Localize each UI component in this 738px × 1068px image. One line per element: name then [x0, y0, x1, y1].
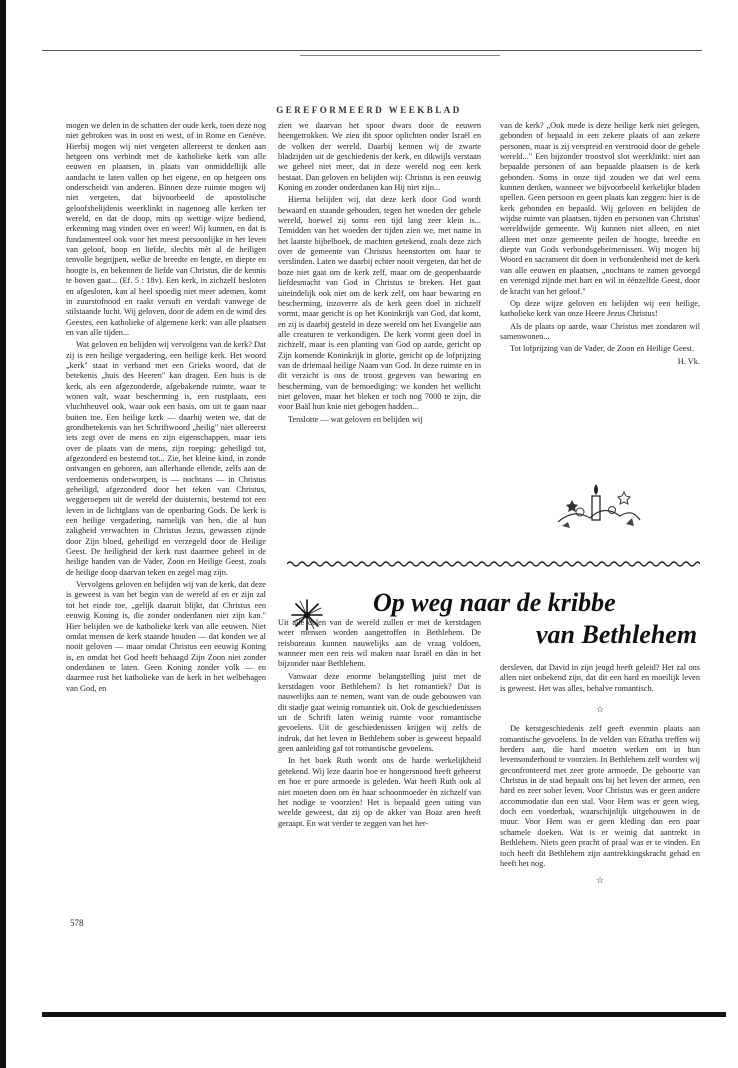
top-rule [42, 50, 702, 51]
signature-line [500, 357, 700, 367]
paragraph: Hierna belijden wij, dat deze kerk door God wordt bewaard en staande gehouden, tegen het woeden der gehele wereld, hoewel zij soms een tijd lang zeer klein is... Temidden van het woeden der tijden zien we, met name in het laatste bijbelboek, de machten getekend, zoals deze zich over de gemeente van Christus heenstorten om haar te verslinden. Laten we daarbij echter nooit vergeten, dat het de boze niet gaat om de kerk zelf, maar om de geopenbaarde liefdesmacht van God in Christus te breken. Het gaat uiteindelijk ook niet om de kerk zelf, om haar bewaring en bescherming, inzoverre als de kerk geen doel in zichzelf vormt, maar gericht is op het Koninkrijk van God, dat komt, en zij is daarbij gesteld in deze wereld om het Evangelie aan alle creaturen te verkondigen. De kerk vormt geen doel in zichzelf, maar is een planting van God op aarde, gericht op Zijn komende Koninkrijk in glorie, gericht op de lofprijzing van de driemaal heilige Naam van God. In deze ruimte en in dit verzicht is ons de troost gegeven van bewaring en bescherming, van de bemoediging: we konden het wellicht niet geloven, maar het bleken er toch nog 7000 te zijn, die voor Baäl hun knie niet gebogen hadden... [278, 195, 481, 412]
star-separator-icon: ☆ [595, 875, 605, 886]
top-rule-secondary [300, 55, 500, 56]
wavy-divider [287, 560, 700, 568]
bottom-rule [42, 1012, 726, 1017]
paragraph: Wat geloven en belijden wij vervolgens van de kerk? Dat zij is een heilige vergadering, een heilige kerk. Het woord „kerk" staat in verband met een Grieks woord, dat de betekenis „huis des Heeren" kan dragen. Een huis is de kerk, als een afgezonderde, afgebakende ruimte, waar te wonen valt, waar bescherming is, een rustplaats, een vluchtheuvel ook, waar ook een basis, om uit te gaan naar buiten toe. Een heilige kerk — daarbij weten we, dat de grondbetekenis van het Schriftwoord „heilig" niet allereerst iets zegt over de mens en zijn eigenschappen, maar iets over de plaats van de mens, zijn roeping: geheiligd tot, afgezonderd en bestemd tot... Zie, het kleine kind, in zonde ontvangen en geboren, aan allerhande ellende, zelfs aan de verdoemenis onderworpen, is — nochtans — in Christus geheiligd, afgezonderd door het teken van Christus, weggeroepen uit de wereld der duisternis, bestemd tot een leven in de lichtglans van de openbaring Gods. De kerk is een heilige vergadering, namelijk van hen, die al hun zaligheid verwachten in Christus Jezus, gewassen zijnde door Zijn bloed, geheiligd en verzegeld door de Heilige Geest. De heiligheid der kerk rust daarmee geheel in de heilige handen van de Vader, Zoon en Heilige Geest, zoals de heilige doop daarvan teken en zegel mag zijn. [66, 340, 266, 577]
closing-line [500, 344, 700, 354]
paragraph: Vervolgens geloven en belijden wij van de kerk, dat deze is geweest is van het begin van de wereld af en er zijn zal tot het einde toe, „gelijk daaruit blijkt, dat Christus een eeuwig Koning is, die zonder onderdanen niet zijn kan." Hier belijden we de katholieke kerk van alle eeuwen. Niet omdat mensen de kerk staande houden — dat konden we al nooit geloven — maar omdat Christus een eeuwig Koning is, en omdat het God heeft behaagd Zijn Zoon niet zonder onderdanen te laten. Geen Koning zonder volk — en daarmee rust het katholieke van de kerk in het welbehagen van God, en [66, 580, 266, 693]
column-5 [500, 663, 700, 903]
article-title-line-1: Op weg naar de kribbe [373, 588, 616, 617]
column-1 [66, 121, 266, 916]
paragraph: zien we daarvan het spoor dwars door de eeuwen heengetrokken. We zien dit spoor oplichten onder Israël en de volken der wereld. Daarbij kennen wij de zwarte bladzijden uit de geschiedenis der kerk, en dikwijls verstaan we geheel niet meer, dat in deze wereld nog een kerk bestaat. Dan geloven en belijden wij: Christus is een eeuwig Koning en zonder onderdanen kan Hij niet zijn... [278, 121, 481, 193]
paragraph: van de kerk? „Ook mede is deze heilige kerk niet gelegen, gebonden of bepaald in een zekere plaats of aan zekere personen, maar is zij verspreid en verstrooid door de gehele wereld..." Een bijzonder troostvol slot weerklinkt: niet aan bepaalde personen of aan bepaalde plaatsen is de kerk gebonden. Soms in onze tijd zouden we dat wel eens kunnen denken, wanneer we bijvoorbeeld kerkelijke bladen spellen. Geen persoon en geen plaats kan zeggen: hier is de kerk gebonden en bepaald. Wij geloven en belijden de wijdse ruimte van plaatsen, tijden en personen van Christus' wereldwijde gemeente. Wij kunnen niet alleen, en niet alleen met onze gemeente peilen de hoogte, breedte en diepte van Gods verbondsgeheimenissen. Wij mogen bij Woord en sacrament dit doen in verbondenheid met de kerk van alle eeuwen en plaatsen, „nochtans te zamen gevoegd en verenigd zijnde met hart en wil in éénzelfde Geest, door de kracht van het geloof." [500, 121, 700, 296]
page-number: 578 [70, 918, 84, 928]
paragraph: Vanwaar deze enorme belangstelling juist met de kerstdagen voor Bethlehem? Is het romantiek? Dat is nauwelijks aan te nemen, want van de oude gebouwen van dit stadje gaat weinig romantiek uit. Ook de geschiedenissen uit de Schrift laten weinig ruimte voor romantische gevoelens. Uit de geschiedenissen krijgen wij zelfs de indruk, dat het leven in Bethlehem sober is geweest bepaald geen aanleiding gaf tot romantische gevoelens. [278, 671, 481, 754]
paragraph: Op deze wijze geloven en belijden wij een heilige, katholieke kerk van onze Heere Jezus Christus! [500, 298, 700, 319]
scan-edge [0, 0, 6, 1068]
paragraph: In het boek Ruth wordt ons de harde werkelijkheid getekend. Wij leze daarin hoe er hongersnood heeft geheerst en hoe er pure armoede is geleden. Wat heeft Ruth ook al niet moeten doen om èn haar schoonmoeder èn zichzelf van het nodige te voorzien! Het is bepaald geen uiting van weelde geweest, dat zij op de akker van Boaz aren heeft geraapt. En wat verder te zeggen van het her- [278, 756, 481, 828]
paragraph: mogen we delen in de schatten der oude kerk, toen deze nog niet gebroken was in oost en west, of in Rome en Genève. Hierbij mogen wij niet vergeten allereerst te denken aan hetgeen ons verbindt met de katholieke kerk van alle eeuwen en plaatsen, in plaats van onmiddellijk alle aandacht te laten vallen op het eigene, en op hetgeen ons onderscheidt van anderen. Binnen deze ruimte mogen wij niet vergeten, dat bijvoorbeeld de apostolische geloofsbelijdenis weerklinkt in nagenoeg alle kerken ter wereld, en dat de doop, mits op wettige wijze bediend, erkenning mag vinden over en weer! Wij kunnen, en dat is fundamenteel ook voor het meest persoonlijke in het leven van geloof, hoop en liefde, slechts mèt al de heiligen tenvolle begrijpen, welke de breedte en lengte, en diepte en hoogte is, en bekennen de liefde van Christus, die de kennis te boven gaat... (Ef. 5 : 18v). Een kerk, in zichzelf besloten en afgesloten, kan al heel spoedig niet meer ademen, komt in zuurstofnood en raakt versuft en verdaft vanwege de stilstaande lucht. Wij geloven, door de adem en de wind des Geestes, een katholieke of algemene kerk: van alle plaatsen en van alle tijden... [66, 121, 266, 337]
paragraph: Uit alle delen van de wereld zullen er met de kerstdagen weer mensen worden aangetroffen in Bethlehem. De reisbureaus kunnen nauwelijks aan de vraag voldoen, wanneer men een reis wil maken naar Israël en dàn in het bijzonder naar Bethlehem. [278, 618, 481, 669]
star-separator-icon: ☆ [595, 704, 605, 715]
running-header: GEREFORMEERD WEEKBLAD [276, 105, 462, 115]
author-signature: H. Vk. [677, 356, 700, 366]
closing-text: Tot lofprijzing van de Vader, de Zoon en Heilige Geest. [510, 344, 694, 354]
column-4 [278, 618, 481, 903]
column-2 [278, 121, 481, 556]
article-title-line-2: van Bethlehem [536, 620, 698, 649]
paragraph: De kerstgeschiedenis zelf geeft evenmin plaats aan romantische gevoelens. In de velden van Efratha treffen wij herders aan, die hard moeten werken om in hun levensonderhoud te voorzien. In Bethlehem zelf worden wij geconfronteerd met zeer grote armoede. De geboorte van Christus in de stad bepaalt ons bij het leven der armen, een hard en zeer sober leven. Voor Christus was er geen andere accommodatie dan een stal. Voor Hem was er geen wieg, doch een voederbak, waarschijnlijk uitgehouwen in de muur. Voor Hem was er geen kleding dan een paar schamele doeken. Wat is er weinig dat aantrekt in Bethlehem. Niets geen pracht of praal was er te vinden. En toch heeft dit Bethlehem zijn aantrekkingskracht gehad en heeft het nog. [500, 724, 700, 868]
paragraph: Als de plaats op aarde, waar Christus met zondaren wil samenwonen... [500, 321, 700, 341]
christmas-candle-icon [554, 478, 642, 536]
paragraph: Tenslotte — wat geloven en belijden wij [288, 414, 423, 424]
column-3 [500, 121, 700, 491]
paragraph: dersleven, dat David in zijn jeugd heeft geleid? Het zal ons allen niet onbekend zijn, dat dit een hard en moeilijk leven is geweest. Het was alles, behalve romantisch. [500, 663, 700, 693]
